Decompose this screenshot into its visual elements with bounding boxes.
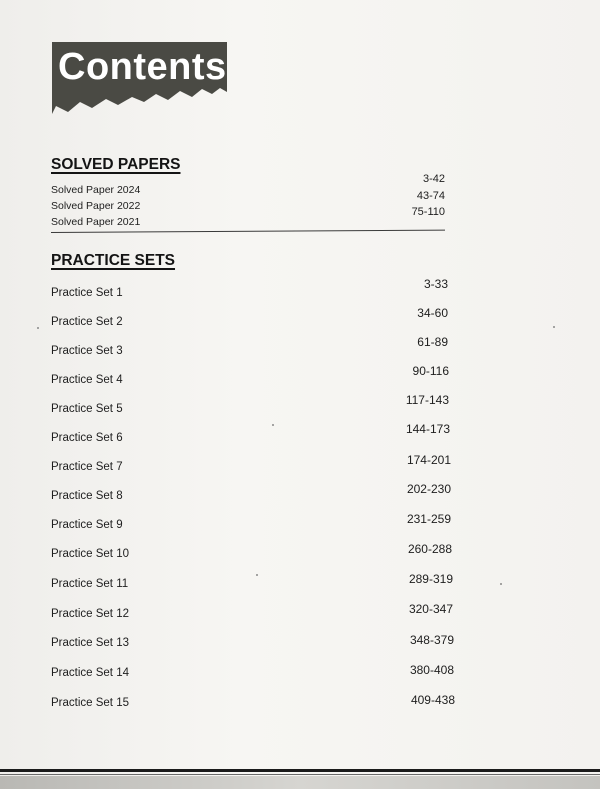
practice-set-pages: 231-259	[406, 512, 451, 526]
practice-set-label: Practice Set 15	[51, 697, 129, 709]
practice-sets-heading: PRACTICE SETS	[51, 252, 176, 269]
page-bottom-edge-inner	[0, 774, 600, 775]
solved-paper-label: Solved Paper 2022	[51, 200, 141, 212]
print-speck	[272, 424, 274, 426]
solved-paper-pages: 75-110	[411, 206, 445, 218]
print-speck	[256, 574, 258, 576]
print-speck	[37, 327, 39, 329]
print-speck	[553, 326, 555, 328]
practice-set-label: Practice Set 2	[51, 316, 123, 328]
practice-set-label: Practice Set 1	[51, 287, 123, 299]
practice-set-label: Practice Set 11	[51, 578, 129, 590]
practice-set-pages: 117-143	[405, 393, 449, 407]
practice-set-pages: 61-89	[417, 335, 448, 349]
practice-set-pages: 174-201	[406, 453, 451, 467]
page-title: Contents	[58, 46, 227, 88]
practice-set-label: Practice Set 14	[51, 667, 129, 679]
practice-set-label: Practice Set 8	[51, 490, 123, 502]
practice-set-label: Practice Set 9	[51, 519, 123, 531]
solved-paper-label: Solved Paper 2024	[51, 184, 141, 196]
practice-set-label: Practice Set 10	[51, 548, 129, 560]
practice-set-label: Practice Set 4	[51, 374, 123, 386]
page-bottom-edge	[0, 769, 600, 772]
practice-set-label: Practice Set 13	[51, 637, 129, 649]
solved-paper-pages: 43-74	[416, 190, 445, 202]
practice-set-pages: 409-438	[410, 693, 455, 707]
practice-set-pages: 144-173	[405, 422, 450, 436]
practice-set-pages: 3-33	[423, 277, 448, 291]
solved-papers-heading: SOLVED PAPERS	[51, 156, 181, 173]
solved-paper-pages: 3-42	[422, 173, 445, 185]
practice-set-pages: 289-319	[408, 572, 453, 586]
print-speck	[500, 583, 502, 585]
practice-set-pages: 34-60	[417, 306, 448, 320]
practice-set-label: Practice Set 12	[51, 608, 129, 620]
page-bottom-band	[0, 776, 600, 789]
practice-set-pages: 90-116	[412, 364, 449, 378]
practice-set-pages: 260-288	[407, 542, 452, 556]
practice-set-label: Practice Set 3	[51, 345, 123, 357]
contents-banner	[52, 42, 228, 116]
practice-set-pages: 348-379	[409, 633, 454, 647]
practice-set-label: Practice Set 5	[51, 403, 123, 415]
practice-set-label: Practice Set 7	[51, 461, 123, 473]
practice-set-pages: 320-347	[408, 602, 453, 616]
practice-set-pages: 380-408	[409, 663, 454, 677]
practice-set-label: Practice Set 6	[51, 432, 123, 444]
solved-paper-label: Solved Paper 2021	[51, 216, 141, 228]
practice-set-pages: 202-230	[406, 482, 451, 496]
